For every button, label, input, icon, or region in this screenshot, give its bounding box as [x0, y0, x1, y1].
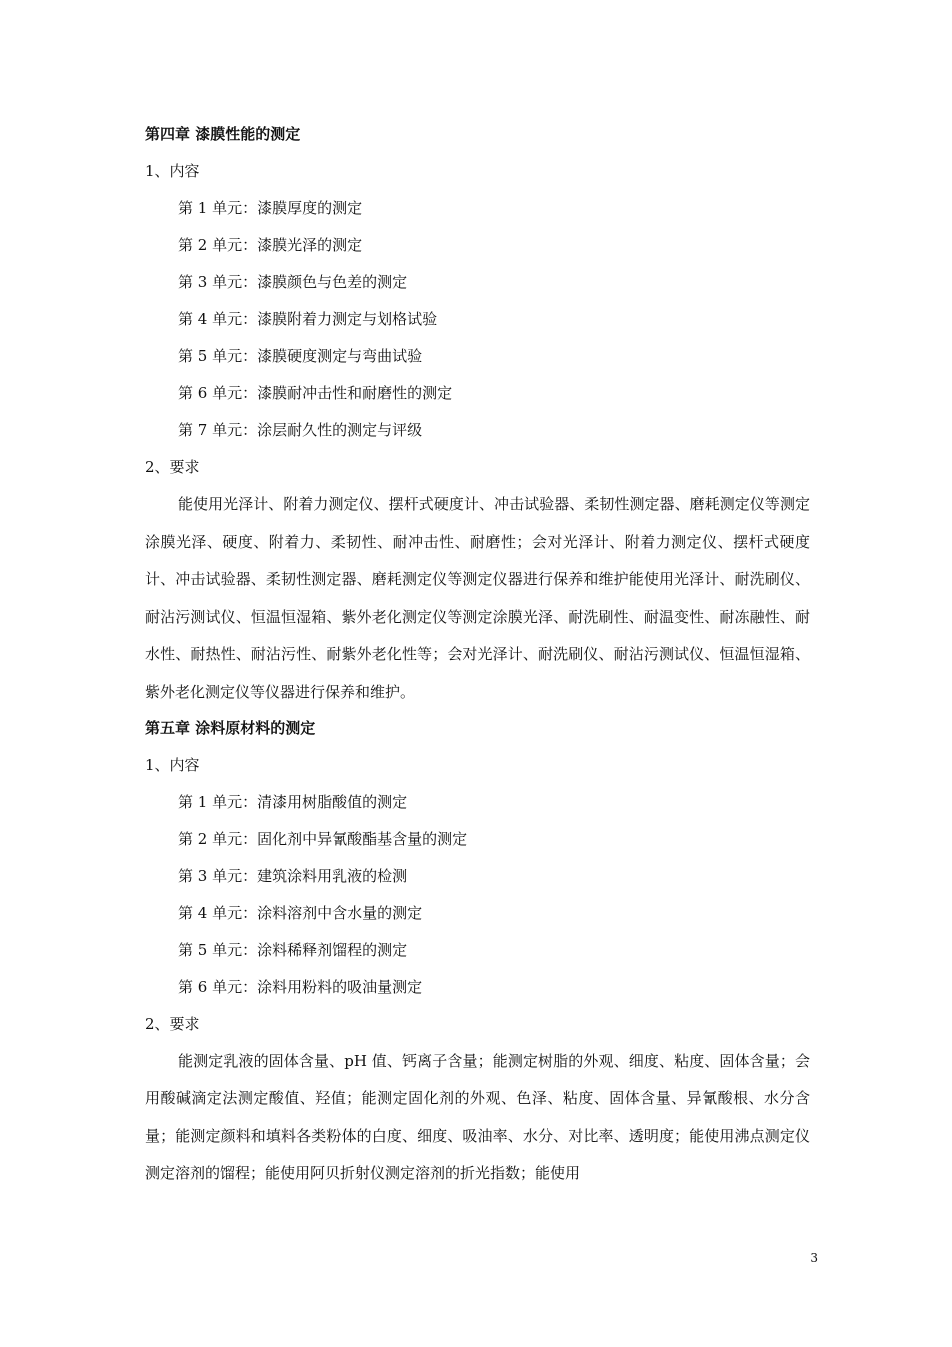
chapter-title: 第五章 涂料原材料的测定 — [145, 718, 316, 737]
requirement-paragraph: 能使用光泽计、附着力测定仪、摆杆式硬度计、冲击试验器、柔韧性测定器、磨耗测定仪等测定涂膜光泽、硬度、附着力、柔韧性、耐冲击性、耐磨性；会对光泽计、附着力测定仪、摆杆式硬度计、冲击试验器、柔韧性测定器、磨耗测定仪等测定仪器进行保养和维护能使用光泽计、耐洗刷仪、耐沾污测试仪、恒温恒湿箱、紫外老化测定仪等测定涂膜光泽、耐洗刷性、耐温变性、耐冻融性、耐水性、耐热性、耐沾污性、耐紫外老化性等；会对光泽计、耐洗刷仪、耐沾污测试仪、恒温恒湿箱、紫外老化测定仪等仪器进行保养和维护。 — [145, 495, 810, 701]
chapter-section — [145, 714, 810, 1193]
unit-item: 第 1 单元：漆膜厚度的测定 — [178, 199, 363, 217]
chapter-section — [145, 120, 810, 712]
unit-item: 第 2 单元：固化剂中异氰酸酯基含量的测定 — [178, 829, 468, 848]
chapter-title: 第四章 漆膜性能的测定 — [145, 125, 301, 143]
unit-item: 第 5 单元：涂料稀释剂馏程的测定 — [178, 940, 408, 959]
unit-item: 第 1 单元：清漆用树脂酸值的测定 — [178, 792, 408, 811]
unit-item: 第 5 单元：漆膜硬度测定与弯曲试验 — [178, 347, 423, 365]
unit-item: 第 3 单元：漆膜颜色与色差的测定 — [178, 273, 408, 291]
unit-item: 第 4 单元：涂料溶剂中含水量的测定 — [178, 903, 423, 922]
requirement-label: 2、要求 — [145, 1014, 200, 1033]
content-label: 1、内容 — [145, 755, 200, 774]
unit-item: 第 2 单元：漆膜光泽的测定 — [178, 236, 363, 254]
content-label: 1、内容 — [145, 162, 200, 180]
page-content — [145, 120, 810, 1195]
requirement-paragraph: 能测定乳液的固体含量、pH 值、钙离子含量；能测定树脂的外观、细度、粘度、固体含量；会用酸碱滴定法测定酸值、羟值；能测定固化剂的外观、色泽、粘度、固体含量、异氰酸根、水分含量；能测定颜料和填料各类粉体的白度、细度、吸油率、水分、对比率、透明度；能使用沸点测定仪测定溶剂的馏程；能使用阿贝折射仪测定溶剂的折光指数；能使用 — [145, 1051, 810, 1183]
unit-item: 第 3 单元：建筑涂料用乳液的检测 — [178, 866, 408, 885]
unit-item: 第 6 单元：漆膜耐冲击性和耐磨性的测定 — [178, 384, 453, 402]
unit-item: 第 6 单元：涂料用粉料的吸油量测定 — [178, 977, 423, 996]
page-number: 3 — [810, 1251, 818, 1265]
unit-item: 第 7 单元：涂层耐久性的测定与评级 — [178, 421, 423, 439]
requirement-label: 2、要求 — [145, 458, 200, 476]
unit-item: 第 4 单元：漆膜附着力测定与划格试验 — [178, 310, 438, 328]
